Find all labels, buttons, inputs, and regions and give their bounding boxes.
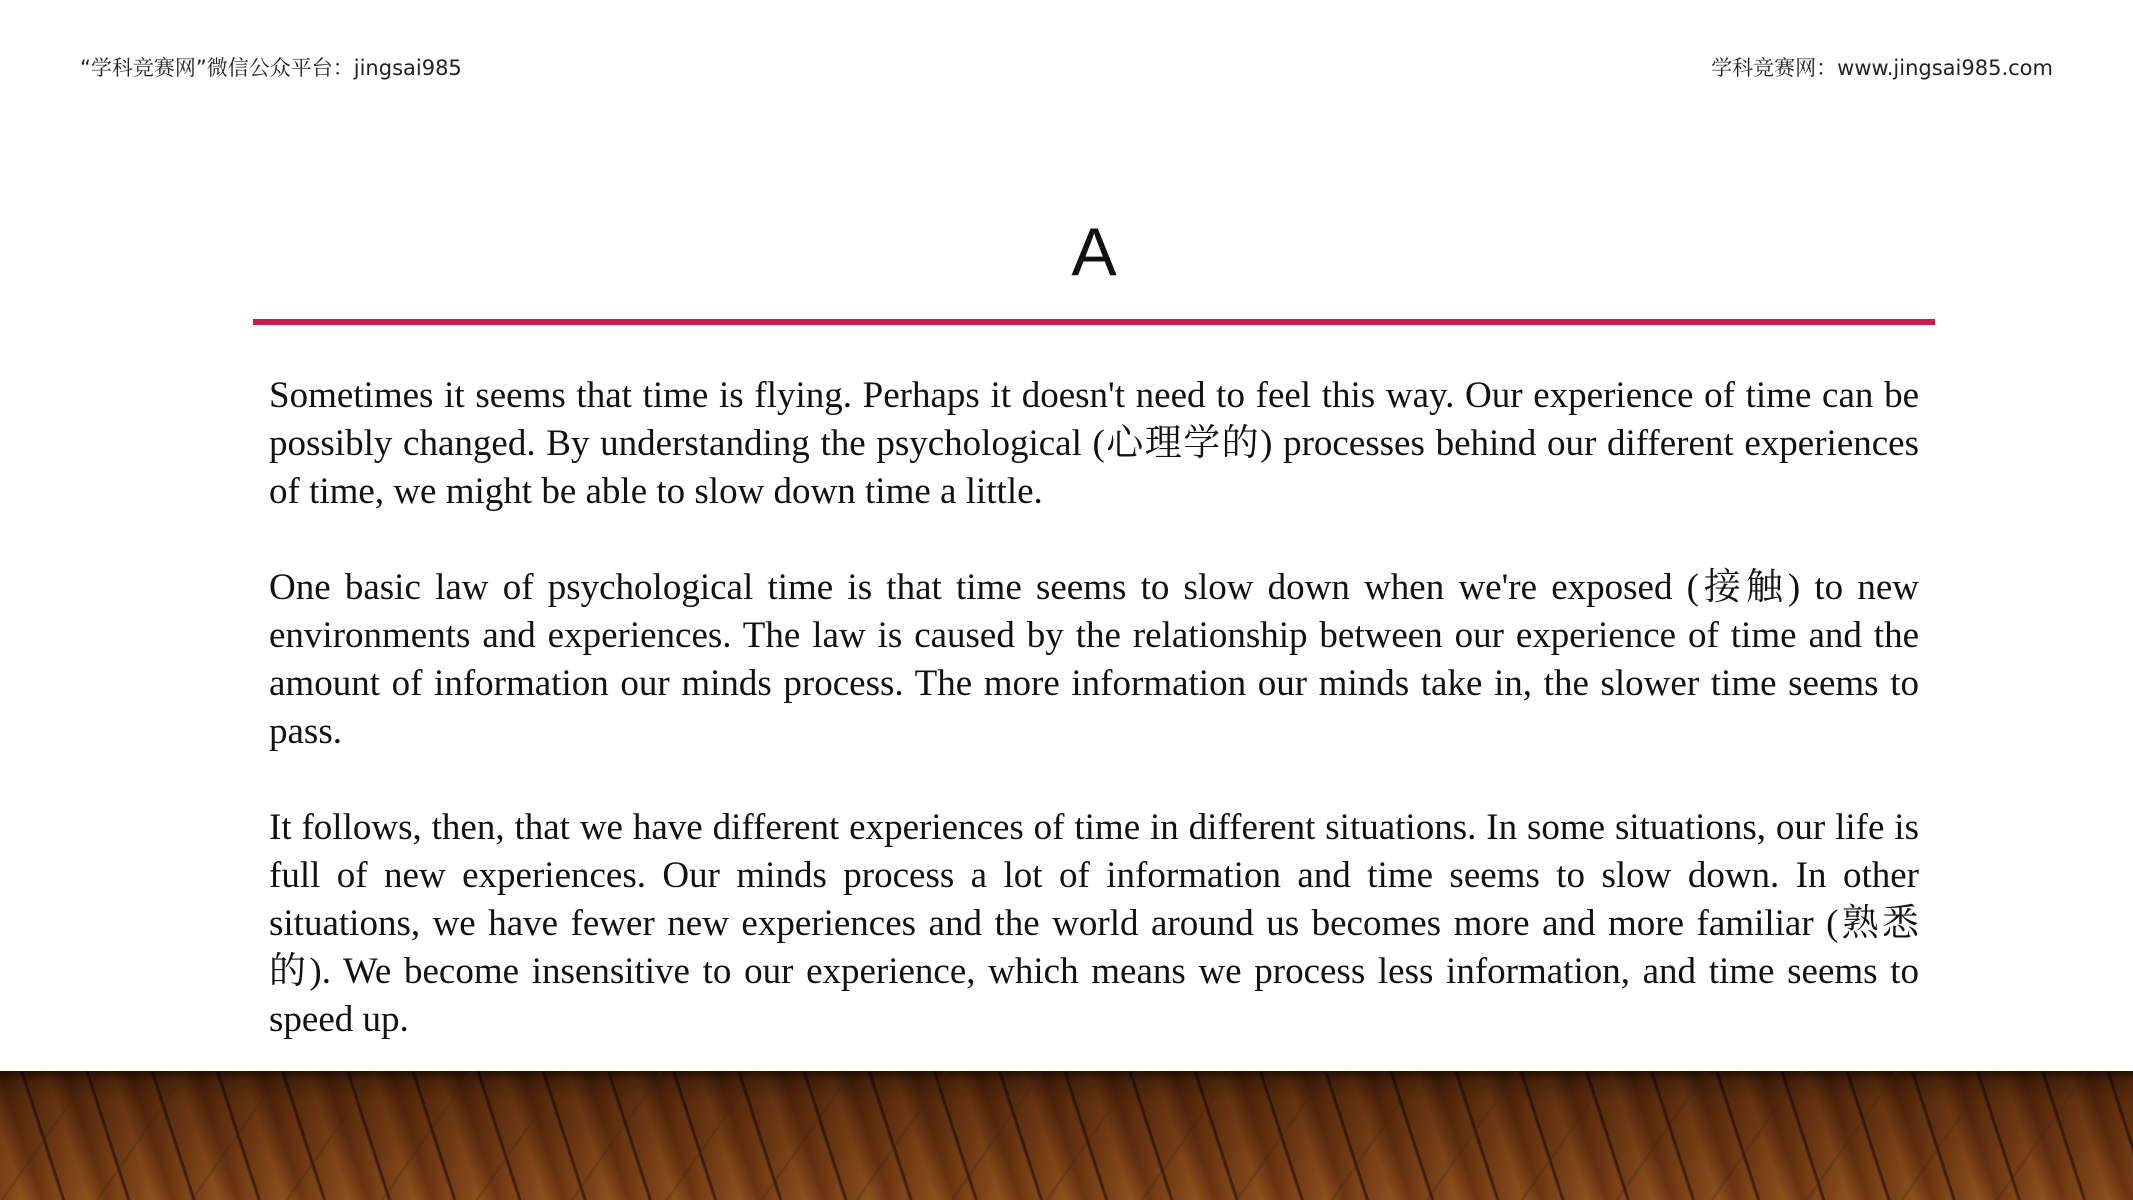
passage-body — [269, 372, 1919, 1044]
paragraph-2: One basic law of psychological time is that time seems to slow down when we're exposed (接触) to new environments and experiences. The law is caused by the relationship between our experience of time and the amount of information our minds process. The more information our minds take in, the slower time seems to pass. — [269, 567, 1919, 752]
paragraph-3: It follows, then, that we have different experiences of time in different situations. In some situations, our life is full of new experiences. Our minds process a lot of information and time seems to slow down. In other situations, we have fewer new experiences and the world around us becomes more and more familiar (熟悉的). We become insensitive to our experience, which means we process less information, and time seems to speed up. — [269, 807, 1919, 1040]
header-wechat-label: “学科竞赛网”微信公众平台：jingsai985 — [80, 56, 462, 80]
header-website-label: 学科竞赛网：www.jingsai985.com — [1711, 56, 2053, 80]
paragraph-1: Sometimes it seems that time is flying. Perhaps it doesn't need to feel this way. Our experience of time can be possibly changed. By understanding the psychological (心理学的) processes behind our different experiences of time, we might be able to slow down time a little. — [269, 375, 1919, 512]
slide-title: A — [1071, 214, 1117, 290]
title-divider — [253, 319, 1935, 325]
wood-floor-decoration — [0, 1071, 2133, 1200]
